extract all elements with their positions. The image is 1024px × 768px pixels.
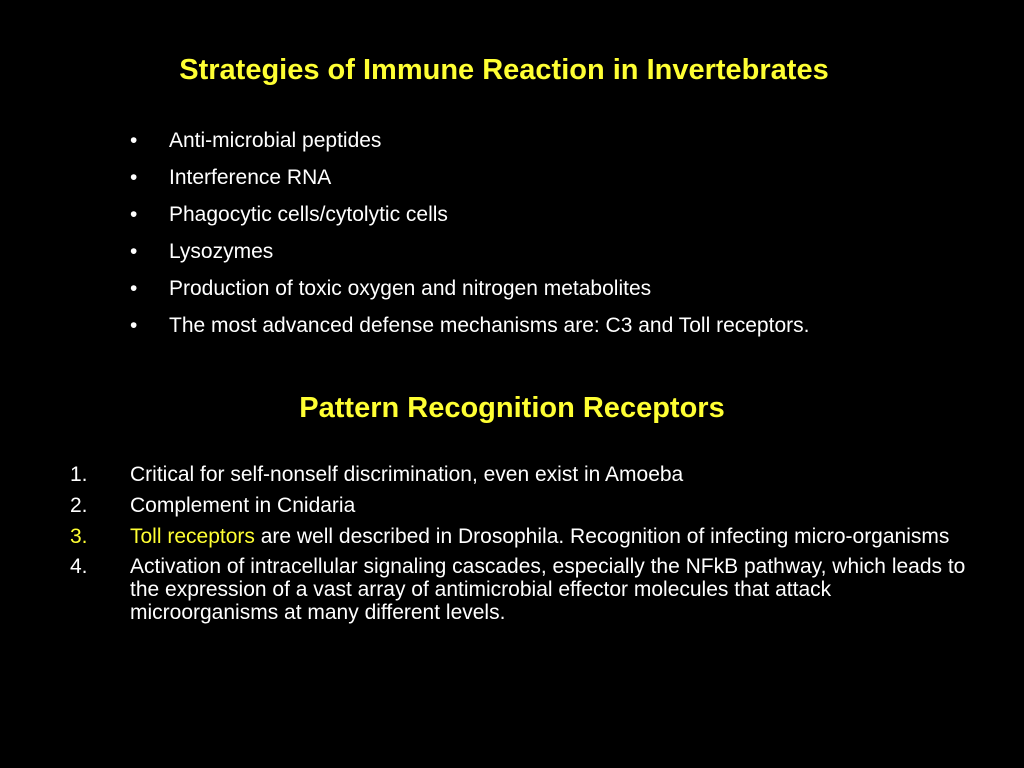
receptor-numbered-list (70, 463, 970, 631)
item-text: are well described in Drosophila. Recognition of infecting micro-organisms (254, 525, 950, 548)
bullet-item (130, 311, 869, 341)
numbered-item (70, 494, 970, 518)
bullet-dot-icon: • (130, 166, 138, 189)
bullet-dot-icon: • (130, 203, 138, 226)
bullet-item (130, 200, 890, 230)
item-text: Critical for self-nonself discrimination, even exist in Amoeba (130, 463, 684, 486)
item-text: Complement in Cnidaria (130, 494, 356, 517)
bullet-item (130, 237, 890, 267)
bullet-dot-icon: • (130, 277, 138, 300)
bullet-text: Interference RNA (169, 166, 332, 189)
item-text: Activation of intracellular signaling cascades, especially the NFkB pathway, which leads to the expression of a vast array of antimicrobial effector molecules that attack microorganisms at many different levels. (130, 555, 966, 624)
bullet-dot-icon: • (130, 314, 138, 337)
bullet-text: Anti-microbial peptides (169, 129, 382, 152)
item-number: 3. (70, 525, 88, 548)
bullet-dot-icon: • (130, 129, 138, 152)
bullet-text: Phagocytic cells/cytolytic cells (169, 203, 448, 226)
numbered-item (70, 463, 970, 487)
bullet-dot-icon: • (130, 240, 138, 263)
numbered-item (70, 555, 970, 624)
item-number: 1. (70, 463, 88, 486)
bullet-item (130, 163, 890, 193)
bullet-text: Production of toxic oxygen and nitrogen metabolites (169, 277, 652, 300)
numbered-item (70, 525, 970, 548)
bullet-item (130, 274, 890, 304)
item-number: 2. (70, 494, 88, 517)
highlight-term: Toll receptors (130, 525, 255, 548)
bullet-text: Lysozymes (169, 240, 274, 263)
slide-title: Strategies of Immune Reaction in Invertebrates (179, 54, 829, 86)
strategy-bullet-list (130, 126, 890, 348)
item-number: 4. (70, 555, 88, 578)
bullet-text: The most advanced defense mechanisms are: C3 and Toll receptors. (169, 314, 810, 337)
section-heading: Pattern Recognition Receptors (299, 392, 725, 424)
bullet-item (130, 126, 890, 156)
